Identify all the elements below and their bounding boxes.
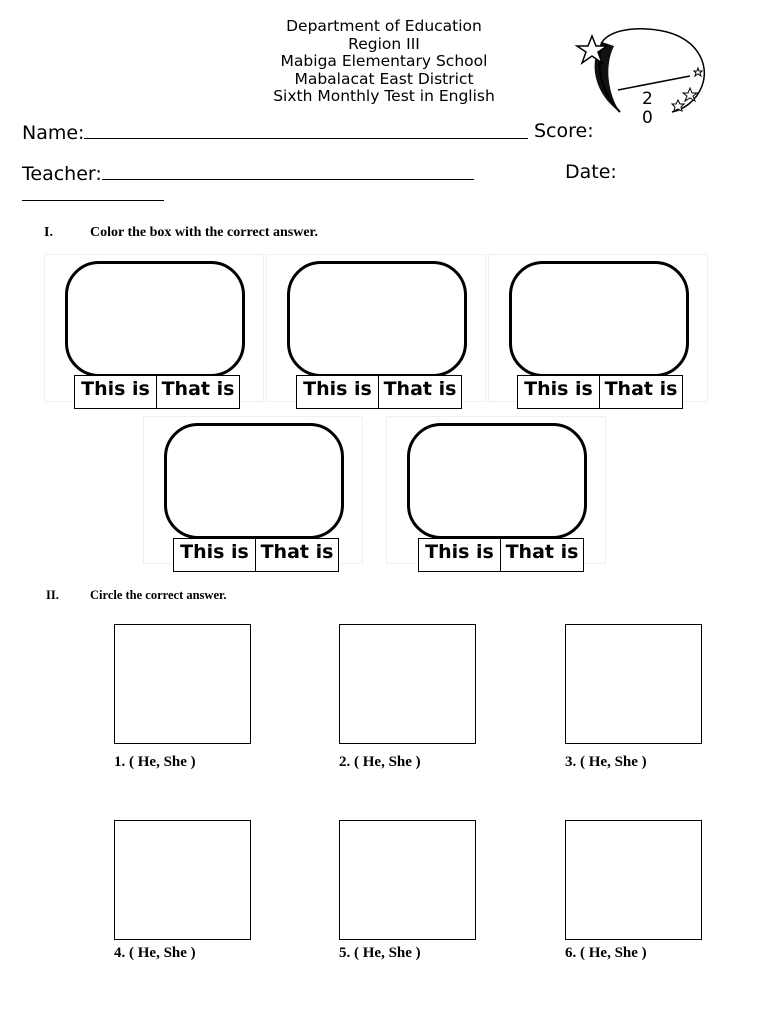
header-line-test-title: Sixth Monthly Test in English bbox=[273, 87, 495, 105]
that-is-box[interactable]: That is bbox=[256, 538, 339, 572]
section2-item-6-label[interactable]: 6. ( He, She ) bbox=[565, 945, 647, 961]
section2-item-2-label[interactable]: 2. ( He, She ) bbox=[339, 754, 421, 770]
this-is-box[interactable]: This is bbox=[517, 375, 600, 409]
section2-item-1-picture bbox=[114, 624, 251, 744]
section2-item-5-picture bbox=[339, 820, 476, 940]
score-field bbox=[534, 120, 594, 142]
header-line-department: Department of Education bbox=[286, 17, 482, 35]
date-label: Date: bbox=[565, 161, 617, 183]
section2-item-6-picture bbox=[565, 820, 702, 940]
this-is-box[interactable]: This is bbox=[296, 375, 379, 409]
name-label: Name: bbox=[22, 122, 85, 144]
section1-item-1-choices bbox=[74, 375, 240, 409]
section2-number: II. bbox=[46, 588, 59, 602]
score-label: Score: bbox=[534, 120, 594, 142]
section2-item-3-label[interactable]: 3. ( He, She ) bbox=[565, 754, 647, 770]
section1-item-3-choices bbox=[517, 375, 683, 409]
name-field bbox=[22, 120, 528, 144]
section2-item-5-label[interactable]: 5. ( He, She ) bbox=[339, 945, 421, 961]
that-is-box[interactable]: That is bbox=[501, 538, 584, 572]
document-header bbox=[200, 18, 568, 106]
header-line-district: Mabalacat East District bbox=[294, 69, 474, 88]
header-line-region: Region III bbox=[348, 34, 420, 53]
date-blank[interactable] bbox=[22, 188, 164, 201]
thought-cloud-frame bbox=[65, 261, 245, 377]
section1-item-5-choices bbox=[418, 538, 584, 572]
section2-item-3-picture bbox=[565, 624, 702, 744]
thought-cloud-frame bbox=[509, 261, 689, 377]
this-is-box[interactable]: This is bbox=[74, 375, 157, 409]
that-is-box[interactable]: That is bbox=[379, 375, 462, 409]
teacher-blank[interactable] bbox=[102, 161, 474, 180]
thought-cloud-frame bbox=[164, 423, 344, 539]
that-is-box[interactable]: That is bbox=[157, 375, 240, 409]
name-blank[interactable] bbox=[84, 120, 528, 139]
thought-cloud-frame bbox=[287, 261, 467, 377]
this-is-box[interactable]: This is bbox=[418, 538, 501, 572]
section2-instruction: Circle the correct answer. bbox=[90, 588, 227, 602]
section2-item-1-label[interactable]: 1. ( He, She ) bbox=[114, 754, 196, 770]
section1-item-2-choices bbox=[296, 375, 462, 409]
section2-item-4-picture bbox=[114, 820, 251, 940]
thought-cloud-frame bbox=[407, 423, 587, 539]
score-digit-bottom: 0 bbox=[642, 108, 653, 128]
this-is-box[interactable]: This is bbox=[173, 538, 256, 572]
date-field bbox=[565, 161, 617, 183]
score-digit-top: 2 bbox=[642, 89, 653, 109]
section1-number: I. bbox=[44, 225, 53, 240]
section2-item-4-label[interactable]: 4. ( He, She ) bbox=[114, 945, 196, 961]
teacher-field bbox=[22, 161, 474, 185]
section1-instruction: Color the box with the correct answer. bbox=[90, 225, 318, 240]
section2-item-2-picture bbox=[339, 624, 476, 744]
section1-item-4-choices bbox=[173, 538, 339, 572]
that-is-box[interactable]: That is bbox=[600, 375, 683, 409]
header-line-school: Mabiga Elementary School bbox=[280, 52, 488, 70]
teacher-label: Teacher: bbox=[22, 163, 102, 185]
